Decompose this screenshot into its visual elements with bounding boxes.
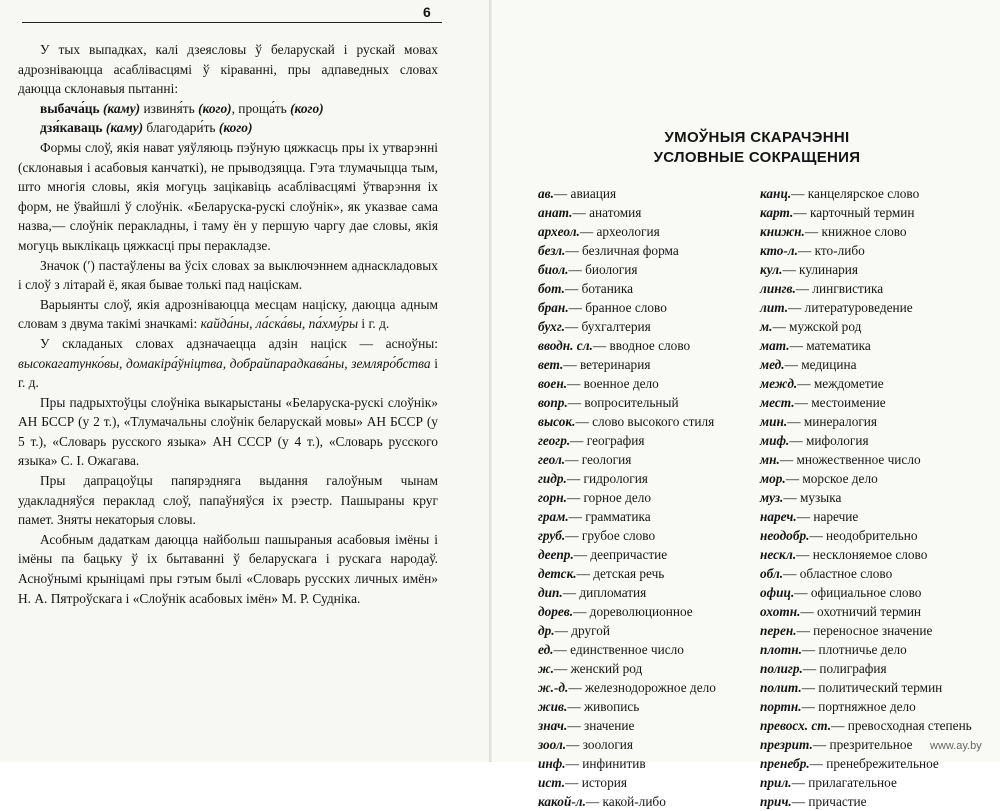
- abbreviation-entry: [538, 621, 753, 640]
- abbreviation-term: анат.: [538, 205, 573, 220]
- paragraph-p10: Асобным дадаткам даюцца найбольш пашыраныя асабовыя імёны і імёны па бацьку ў іх бытаванні ў беларускага і рускага народаў. Асноўнымі крыніцамі пры гэтым былі «Словарь русских личных имён» Н. А. Пятроўскага і «Слоўнік асабовых імён» М. Р. Суднікa.: [18, 531, 438, 606]
- abbreviation-term: геогр.: [538, 433, 571, 448]
- abbreviation-meaning: — дореволюционное: [573, 604, 693, 619]
- abbreviation-meaning: — вводное слово: [592, 338, 691, 353]
- abbreviation-term: дорев.: [538, 604, 574, 619]
- abbreviation-term: груб.: [538, 528, 566, 543]
- abbreviation-term: прил.: [760, 775, 792, 790]
- abbreviation-meaning: — кто-либо: [797, 243, 865, 258]
- abbreviation-entry: [538, 507, 753, 526]
- abbreviation-meaning: — гидрология: [566, 471, 648, 486]
- abbreviation-meaning: — пренебрежительное: [809, 756, 939, 771]
- abbreviation-meaning: — политический термин: [801, 680, 943, 695]
- abbreviation-entry: [760, 659, 985, 678]
- abbreviation-term: высок.: [538, 414, 576, 429]
- abbreviation-meaning: — причастие: [791, 794, 867, 809]
- abbreviation-entry: [538, 583, 753, 602]
- abbreviation-meaning: — археология: [579, 224, 660, 239]
- abbreviation-term: мед.: [760, 357, 785, 372]
- abbreviation-meaning: — полиграфия: [802, 661, 887, 676]
- abbreviation-term: инф.: [538, 756, 566, 771]
- abbreviation-entry: [760, 450, 985, 469]
- abbreviation-entry: [760, 241, 985, 260]
- abbreviation-meaning: — музыка: [783, 490, 842, 505]
- abbreviation-meaning: — наречие: [796, 509, 859, 524]
- abbreviation-entry: [760, 545, 985, 564]
- abbreviation-meaning: — литературоведение: [788, 300, 913, 315]
- abbreviation-term: безл.: [538, 243, 566, 258]
- abbreviation-meaning: — деепричастие: [573, 547, 668, 562]
- abbreviation-entry: [538, 431, 753, 450]
- abbreviation-term: какой-л.: [538, 794, 586, 809]
- abbreviation-entry: [538, 184, 753, 203]
- abbreviation-term: ж.-д.: [538, 680, 569, 695]
- abbreviation-entry: [760, 203, 985, 222]
- abbreviation-term: ед.: [538, 642, 554, 657]
- abbreviation-meaning: — ботаника: [564, 281, 634, 296]
- abbreviation-term: вет.: [538, 357, 564, 372]
- abbreviations-heading: [612, 128, 902, 168]
- abbreviation-entry: [760, 640, 985, 659]
- abbreviation-entry: [538, 564, 753, 583]
- abbreviation-term: горн.: [538, 490, 567, 505]
- abbreviation-term: лит.: [760, 300, 789, 315]
- abbreviation-entry: [538, 336, 753, 355]
- abbreviation-term: зоол.: [538, 737, 567, 752]
- left-page: [0, 0, 492, 762]
- abbreviation-meaning: — какой-либо: [585, 794, 666, 809]
- abbreviation-term: карт.: [760, 205, 794, 220]
- abbreviation-term: жив.: [538, 699, 568, 714]
- abbreviation-meaning: — плотничье дело: [801, 642, 907, 657]
- abbreviation-term: мест.: [760, 395, 795, 410]
- abbreviation-entry: [538, 716, 753, 735]
- abbreviation-entry: [760, 754, 985, 773]
- abbreviation-meaning: — портняжное дело: [801, 699, 916, 714]
- abbreviation-meaning: — карточный термин: [793, 205, 915, 220]
- abbreviation-entry: [538, 412, 753, 431]
- abbreviation-term: пренебр.: [760, 756, 810, 771]
- abbreviation-entry: [538, 317, 753, 336]
- abbreviation-meaning: — прилагательное: [791, 775, 897, 790]
- abbreviation-term: др.: [538, 623, 555, 638]
- abbreviation-entry: [760, 716, 985, 735]
- abbreviation-meaning: — грамматика: [568, 509, 651, 524]
- abbreviation-term: деепр.: [538, 547, 574, 562]
- abbreviation-meaning: — минералогия: [787, 414, 878, 429]
- abbreviation-meaning: — морское дело: [785, 471, 878, 486]
- abbreviation-term: презрит.: [760, 737, 813, 752]
- abbreviation-entry: [760, 526, 985, 545]
- abbreviation-entry: [538, 355, 753, 374]
- abbreviation-meaning: — грубое слово: [565, 528, 656, 543]
- abbreviation-meaning: — безличная форма: [565, 243, 679, 258]
- paragraph-p5: Значок (′) пастаўлены ва ўсіх словах за выключэннем аднаскладовых і слоў з літарай ё, якая бывае толькі пад націскам.: [18, 257, 438, 293]
- abbreviation-meaning: — мужской род: [772, 319, 862, 334]
- abbreviation-entry: [538, 640, 753, 659]
- abbreviation-entry: [760, 374, 985, 393]
- paragraph-p7: У складаных словах адзначаецца адзін націск — асноўны: высокагатунко́вы, домакіра́ўніцтва, добрайпарадкава́ны, земляро́бства і г. д.: [18, 335, 438, 391]
- abbreviation-entry: [538, 241, 753, 260]
- abbreviation-meaning: — бухгалтерия: [564, 319, 651, 334]
- paragraph-p9: Пры дапрацоўцы папярэдняга выдання галоўным чынам удакладняўся пераклад слоў, папаўняўся іх рэестр. Пашыраны круг памет. Зняты некаторыя словы.: [18, 473, 438, 528]
- abbreviation-entry: [760, 583, 985, 602]
- abbreviation-meaning: — единственное число: [553, 642, 684, 657]
- abbreviation-entry: [538, 735, 753, 754]
- abbreviation-entry: [760, 602, 985, 621]
- abbreviation-term: книжн.: [760, 224, 805, 239]
- abbreviation-term: портн.: [760, 699, 802, 714]
- abbreviation-entry: [538, 260, 753, 279]
- abbreviation-term: ж.: [538, 661, 554, 676]
- abbreviation-meaning: — биология: [568, 262, 638, 277]
- abbreviation-meaning: — междометие: [797, 376, 884, 391]
- abbreviation-term: мор.: [760, 471, 786, 486]
- abbreviation-entry: [760, 279, 985, 298]
- abbreviation-term: ист.: [538, 775, 566, 790]
- abbreviation-term: канц.: [760, 186, 792, 201]
- abbreviation-term: неодобр.: [760, 528, 810, 543]
- abbreviation-entry: [760, 412, 985, 431]
- paragraph-p2: выбача́ць (каму) извиня́ть (кого), проща́ть (кого): [40, 100, 324, 116]
- abbreviation-term: дип.: [538, 585, 563, 600]
- paragraph-p3: дзя́каваць (каму) благодари́ть (кого): [40, 120, 253, 136]
- abbreviation-term: превосх. ст.: [760, 718, 832, 733]
- abbreviation-term: мин.: [760, 414, 788, 429]
- abbreviation-entry: [538, 773, 753, 792]
- abbreviation-entry: [760, 469, 985, 488]
- abbreviation-meaning: — канцелярское слово: [791, 186, 920, 201]
- abbreviation-term: нареч.: [760, 509, 797, 524]
- left-page-body: [18, 40, 438, 608]
- abbreviation-term: ав.: [538, 186, 554, 201]
- abbreviation-term: прич.: [760, 794, 792, 809]
- abbreviation-meaning: — горное дело: [566, 490, 652, 505]
- abbreviation-term: межд.: [760, 376, 798, 391]
- abbreviation-term: полигр.: [760, 661, 803, 676]
- abbreviation-entry: [538, 754, 753, 773]
- abbreviation-meaning: — география: [570, 433, 645, 448]
- abbreviation-term: кул.: [760, 262, 783, 277]
- abbreviation-term: бот.: [538, 281, 565, 296]
- abbreviation-entry: [538, 526, 753, 545]
- paragraph-p8: Пры падрыхтоўцы слоўніка выкарыстаны «Беларуска-рускі слоўнік» АН БССР (у 2 т.), «Тлумачальны слоўнік беларускай мовы» АН БССР (у 5 т.), «Словарь русского языка» АН СССР (у 4 т.), «Словарь русского языка» С. І. Ожагава.: [18, 394, 438, 469]
- abbreviation-meaning: — анатомия: [572, 205, 642, 220]
- abbreviation-entry: [538, 279, 753, 298]
- abbreviation-term: нескл.: [760, 547, 797, 562]
- abbreviation-entry: [760, 507, 985, 526]
- abbreviation-entry: [760, 336, 985, 355]
- abbreviation-meaning: — детская речь: [576, 566, 665, 581]
- abbreviation-term: перен.: [760, 623, 797, 638]
- paragraph-p4: Формы слоў, якія нават уяўляюць пэўную цяжкасць пры іх утварэнні (склонавыя і асабовыя канчаткі), не прыводзяцца. Гэта тлумачыцца тым, што многія словы, якія могуць зацікавіць асаблівасцямі ўтварэння іх форм, не ўвайшлі ў слоўнік. «Беларуска-рускі слоўнік», як указвае сама назва,— слоўнік перакладны, і таму ён у першую чаргу дае словы, якія могуць выклікаць цяжкасці пры перакладзе.: [18, 139, 438, 253]
- abbreviation-term: бухг.: [538, 319, 565, 334]
- paragraph-p6: Варыянты слоў, якія адрозніваюцца месцам націску, даюцца адным словам з двума такімі значкамі: кайда́ны, ла́ска́вы, па́хму́ры і г. д.: [18, 296, 438, 332]
- abbreviation-entry: [760, 678, 985, 697]
- abbreviation-meaning: — кулинария: [782, 262, 859, 277]
- abbreviation-term: вводн. сл.: [538, 338, 593, 353]
- abbreviation-term: знач.: [538, 718, 568, 733]
- abbreviation-entry: [760, 184, 985, 203]
- abbreviation-meaning: — слово высокого стиля: [575, 414, 715, 429]
- abbreviation-meaning: — бранное слово: [568, 300, 667, 315]
- abbreviation-term: гидр.: [538, 471, 567, 486]
- abbreviation-entry: [760, 431, 985, 450]
- watermark: www.ay.by: [930, 740, 982, 752]
- paragraph-p1: У тых выпадках, калі дзеясловы ў беларускай і рускай мовах адрозніваюцца асаблівасцямі ў кіраванні, пры адпаведных словах даюцца склонавыя пытанні:: [18, 42, 438, 97]
- page-number: 6: [423, 4, 431, 20]
- abbreviation-entry: [538, 450, 753, 469]
- abbreviations-column-right: [760, 184, 985, 811]
- abbreviation-meaning: — ветеринария: [563, 357, 651, 372]
- abbreviation-entry: [760, 773, 985, 792]
- abbreviation-term: кто-л.: [760, 243, 798, 258]
- abbreviation-entry: [538, 393, 753, 412]
- abbreviation-meaning: — вопросительный: [567, 395, 679, 410]
- abbreviation-term: мат.: [760, 338, 790, 353]
- abbreviations-column-left: [538, 184, 753, 811]
- abbreviation-meaning: — областное слово: [783, 566, 893, 581]
- abbreviation-entry: [760, 317, 985, 336]
- heading-belarusian: УМОЎНЫЯ СКАРАЧЭННІ: [664, 129, 850, 146]
- abbreviation-meaning: — военное дело: [567, 376, 659, 391]
- abbreviation-meaning: — инфинитив: [565, 756, 646, 771]
- abbreviation-entry: [538, 222, 753, 241]
- abbreviation-term: бран.: [538, 300, 569, 315]
- abbreviation-term: плотн.: [760, 642, 802, 657]
- abbreviation-meaning: — живопись: [567, 699, 640, 714]
- abbreviation-meaning: — железнодорожное дело: [568, 680, 716, 695]
- abbreviation-term: полит.: [760, 680, 802, 695]
- abbreviation-entry: [538, 469, 753, 488]
- abbreviation-meaning: — местоимение: [794, 395, 886, 410]
- abbreviation-meaning: — неодобрительно: [809, 528, 918, 543]
- abbreviation-term: миф.: [760, 433, 790, 448]
- abbreviation-entry: [760, 355, 985, 374]
- abbreviation-meaning: — зоология: [566, 737, 634, 752]
- abbreviation-term: археол.: [538, 224, 580, 239]
- abbreviation-term: вопр.: [538, 395, 568, 410]
- abbreviation-meaning: — официальное слово: [794, 585, 922, 600]
- abbreviation-term: биол.: [538, 262, 569, 277]
- abbreviation-term: воен.: [538, 376, 568, 391]
- abbreviation-meaning: — значение: [567, 718, 635, 733]
- abbreviation-term: мн.: [760, 452, 780, 467]
- abbreviation-meaning: — авиация: [553, 186, 617, 201]
- abbreviation-meaning: — дипломатия: [562, 585, 647, 600]
- abbreviation-meaning: — математика: [789, 338, 871, 353]
- abbreviation-entry: [760, 298, 985, 317]
- abbreviation-term: офиц.: [760, 585, 795, 600]
- abbreviation-entry: [760, 222, 985, 241]
- abbreviation-entry: [760, 621, 985, 640]
- abbreviation-meaning: — медицина: [784, 357, 857, 372]
- abbreviation-entry: [538, 298, 753, 317]
- abbreviation-term: детск.: [538, 566, 577, 581]
- abbreviation-meaning: — несклоняемое слово: [796, 547, 928, 562]
- abbreviation-entry: [760, 792, 985, 811]
- abbreviation-entry: [538, 203, 753, 222]
- abbreviation-meaning: — превосходная степень: [831, 718, 972, 733]
- abbreviation-meaning: — охотничий термин: [800, 604, 922, 619]
- abbreviation-meaning: — мифология: [789, 433, 869, 448]
- abbreviation-entry: [760, 488, 985, 507]
- abbreviation-entry: [538, 697, 753, 716]
- abbreviation-meaning: — книжное слово: [804, 224, 907, 239]
- abbreviation-term: лингв.: [760, 281, 796, 296]
- heading-russian: УСЛОВНЫЕ СОКРАЩЕНИЯ: [653, 149, 861, 166]
- abbreviation-term: муз.: [760, 490, 784, 505]
- abbreviation-meaning: — другой: [554, 623, 610, 638]
- abbreviation-meaning: — женский род: [554, 661, 643, 676]
- abbreviation-entry: [538, 374, 753, 393]
- header-rule: [22, 22, 442, 23]
- abbreviation-meaning: — лингвистика: [795, 281, 884, 296]
- abbreviation-term: охотн.: [760, 604, 801, 619]
- abbreviation-entry: [538, 678, 753, 697]
- abbreviation-entry: [538, 602, 753, 621]
- abbreviation-term: грам.: [538, 509, 569, 524]
- abbreviation-entry: [538, 659, 753, 678]
- abbreviation-entry: [760, 260, 985, 279]
- right-page: [492, 0, 1000, 809]
- abbreviation-entry: [760, 564, 985, 583]
- abbreviation-meaning: — презрительное: [812, 737, 913, 752]
- abbreviation-meaning: — переносное значение: [796, 623, 933, 638]
- abbreviation-meaning: — история: [565, 775, 627, 790]
- abbreviation-entry: [538, 488, 753, 507]
- abbreviation-meaning: — множественное число: [779, 452, 921, 467]
- abbreviation-entry: [760, 697, 985, 716]
- abbreviation-entry: [538, 792, 753, 811]
- abbreviation-entry: [538, 545, 753, 564]
- abbreviation-term: обл.: [760, 566, 784, 581]
- abbreviation-term: геол.: [538, 452, 566, 467]
- abbreviation-term: м.: [760, 319, 773, 334]
- abbreviation-entry: [760, 393, 985, 412]
- abbreviation-meaning: — геология: [565, 452, 632, 467]
